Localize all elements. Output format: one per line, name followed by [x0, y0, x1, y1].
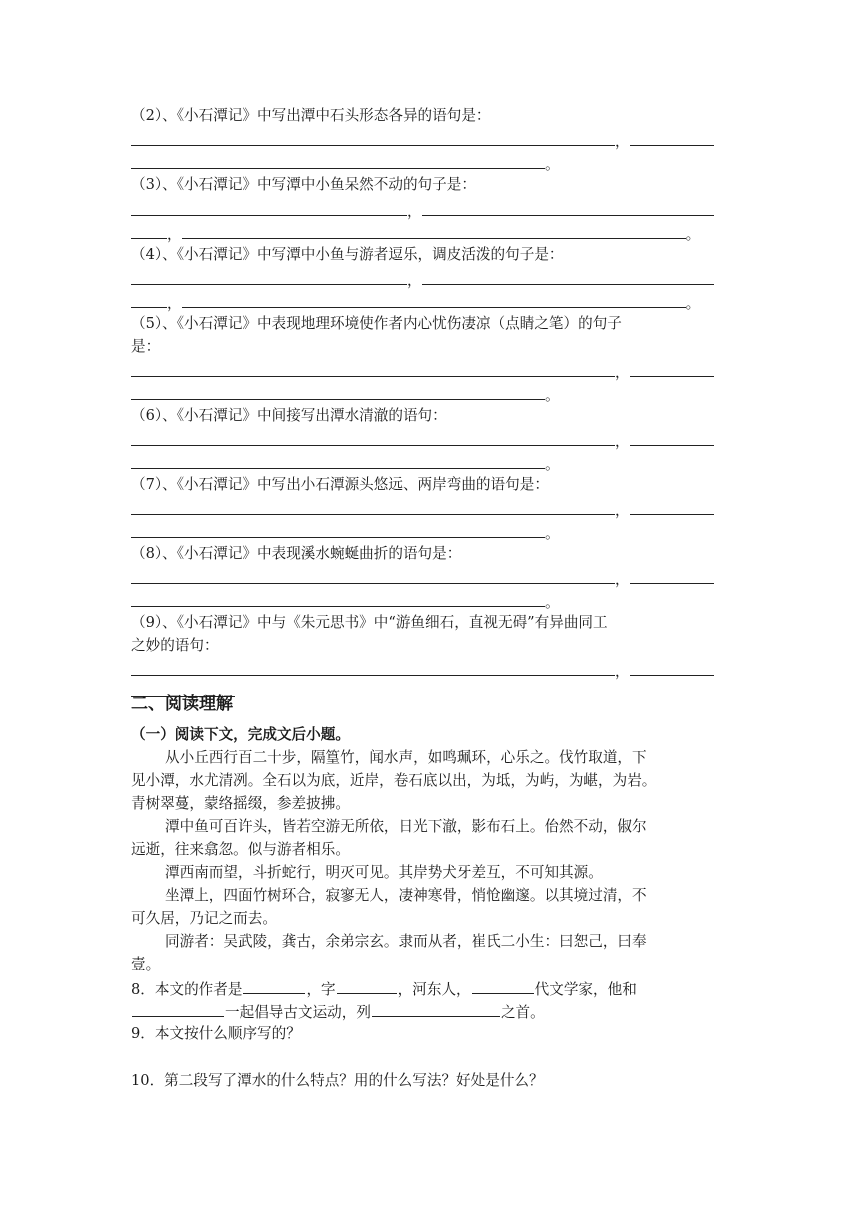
answer-line[interactable]	[131, 290, 731, 312]
answer-blank[interactable]	[182, 221, 686, 239]
question-9-reading: 9．本文按什么顺序写的？	[131, 1025, 301, 1042]
question-5-prompt-cont: 是：	[131, 338, 161, 355]
answer-line[interactable]	[131, 382, 731, 404]
passage-line: 坐潭上，四面竹树环合，寂寥无人，凄神寒骨，悄怆幽邃。以其境过清，不	[165, 887, 647, 904]
answer-blank[interactable]	[630, 497, 714, 515]
answer-blank[interactable]	[131, 267, 407, 285]
period: 。	[545, 456, 560, 473]
subsection-title: （一）阅读下文，完成文后小题。	[131, 726, 350, 743]
answer-line[interactable]	[131, 428, 731, 450]
answer-blank[interactable]	[131, 382, 545, 400]
question-4-prompt: （4）、《小石潭记》中写潭中小鱼与游者逗乐，调皮活泼的句子是：	[131, 246, 564, 263]
answer-line[interactable]	[131, 128, 731, 150]
q8-text: 一起倡导古文运动，列	[225, 1004, 371, 1021]
comma: ，	[615, 502, 630, 519]
period: 。	[685, 295, 701, 312]
question-9-prompt-cont: 之妙的语句：	[131, 637, 219, 654]
answer-line[interactable]	[131, 566, 731, 588]
answer-blank[interactable]	[131, 290, 167, 308]
q8-line-2	[131, 1000, 731, 1022]
answer-blank[interactable]	[630, 428, 714, 446]
answer-line[interactable]	[131, 589, 731, 611]
q8-text: 8．本文的作者是	[131, 981, 243, 998]
answer-line[interactable]	[131, 151, 731, 173]
question-6-prompt: （6）、《小石潭记》中间接写出潭水清澈的语句：	[131, 407, 447, 424]
answer-blank[interactable]	[630, 658, 714, 676]
comma: ，	[615, 133, 630, 150]
question-9-prompt: （9）、《小石潭记》中与《朱元思书》中“游鱼细石，直视无碍”有异曲同工	[131, 614, 608, 631]
answer-blank[interactable]	[630, 128, 714, 146]
answer-blank[interactable]	[630, 566, 714, 584]
answer-line[interactable]	[131, 658, 731, 680]
answer-blank[interactable]	[131, 451, 545, 469]
period: 。	[545, 594, 560, 611]
answer-line[interactable]	[131, 267, 731, 289]
period: 。	[545, 387, 560, 404]
period: 。	[545, 156, 560, 173]
q8-text: 之首。	[500, 1004, 545, 1021]
period: 。	[545, 525, 560, 542]
question-7-prompt: （7）、《小石潭记》中写出小石潭源头悠远、两岸弯曲的语句是：	[131, 476, 549, 493]
answer-blank[interactable]	[131, 566, 615, 584]
comma: ，	[615, 663, 630, 680]
answer-blank-partner[interactable]	[132, 1000, 224, 1017]
passage-line: 潭西南而望，斗折蛇行，明灭可见。其岸势犬牙差互，不可知其源。	[165, 864, 603, 881]
question-10-reading: 10．第二段写了潭水的什么特点？用的什么写法？好处是什么？	[131, 1072, 544, 1089]
question-2-prompt: （2）、《小石潭记》中写出潭中石头形态各异的语句是：	[131, 107, 491, 124]
answer-line[interactable]	[131, 451, 731, 473]
question-3-prompt: （3）、《小石潭记》中写潭中小鱼呆然不动的句子是：	[131, 176, 476, 193]
q8-text: ，河东人，	[397, 981, 471, 998]
answer-blank[interactable]	[131, 359, 615, 377]
period: 。	[685, 226, 701, 243]
question-5-prompt: （5）、《小石潭记》中表现地理环境使作者内心忧伤凄凉（点睛之笔）的句子	[131, 315, 622, 332]
answer-line[interactable]	[131, 221, 731, 243]
answer-blank[interactable]	[630, 359, 714, 377]
answer-blank[interactable]	[131, 221, 167, 239]
question-8-prompt: （8）、《小石潭记》中表现溪水蜿蜒曲折的语句是：	[131, 545, 462, 562]
answer-blank[interactable]	[131, 497, 615, 515]
passage-line: 壹。	[131, 956, 161, 973]
answer-blank[interactable]	[422, 198, 714, 216]
q8-line-1	[131, 977, 731, 999]
answer-blank-rank[interactable]	[372, 1000, 500, 1017]
answer-blank[interactable]	[422, 267, 714, 285]
comma: ，	[407, 203, 422, 220]
passage-line: 同游者：吴武陵，龚古，余弟宗玄。隶而从者，崔氏二小生：曰恕己，曰奉	[165, 933, 647, 950]
comma: ，	[615, 433, 630, 450]
answer-blank[interactable]	[131, 128, 615, 146]
passage-line: 从小丘西行百二十步，隔篁竹，闻水声，如鸣珮环，心乐之。伐竹取道，下	[165, 749, 647, 766]
q8-text: 代文学家，他和	[534, 981, 637, 998]
comma: ，	[615, 571, 630, 588]
passage-line: 潭中鱼可百许头，皆若空游无所依，日光下澈，影布石上。佁然不动，俶尔	[165, 818, 647, 835]
q8-text: ，字	[306, 981, 336, 998]
passage-line: 可久居，乃记之而去。	[131, 910, 277, 927]
comma: ，	[167, 226, 182, 243]
answer-blank[interactable]	[131, 198, 407, 216]
answer-blank[interactable]	[131, 428, 615, 446]
comma: ，	[615, 364, 630, 381]
passage-line: 青树翠蔓，蒙络摇缀，参差披拂。	[131, 795, 350, 812]
answer-blank[interactable]	[131, 520, 545, 538]
answer-blank[interactable]	[131, 589, 545, 607]
answer-blank-author[interactable]	[243, 977, 305, 994]
passage-line: 远逝，往来翕忽。似与游者相乐。	[131, 841, 350, 858]
answer-blank[interactable]	[182, 290, 686, 308]
passage-line: 见小潭，水尤清冽。全石以为底，近岸，卷石底以出，为坻，为屿，为嵁，为岩。	[131, 772, 657, 789]
comma: ，	[167, 295, 182, 312]
comma: ，	[407, 272, 422, 289]
section-title: 二、阅读理解	[131, 694, 233, 714]
answer-blank-dynasty[interactable]	[472, 977, 534, 994]
answer-line[interactable]	[131, 359, 731, 381]
answer-blank[interactable]	[131, 151, 545, 169]
answer-line[interactable]	[131, 198, 731, 220]
answer-line[interactable]	[131, 497, 731, 519]
answer-blank-courtesy-name[interactable]	[337, 977, 397, 994]
answer-line[interactable]	[131, 520, 731, 542]
answer-blank[interactable]	[131, 658, 615, 676]
